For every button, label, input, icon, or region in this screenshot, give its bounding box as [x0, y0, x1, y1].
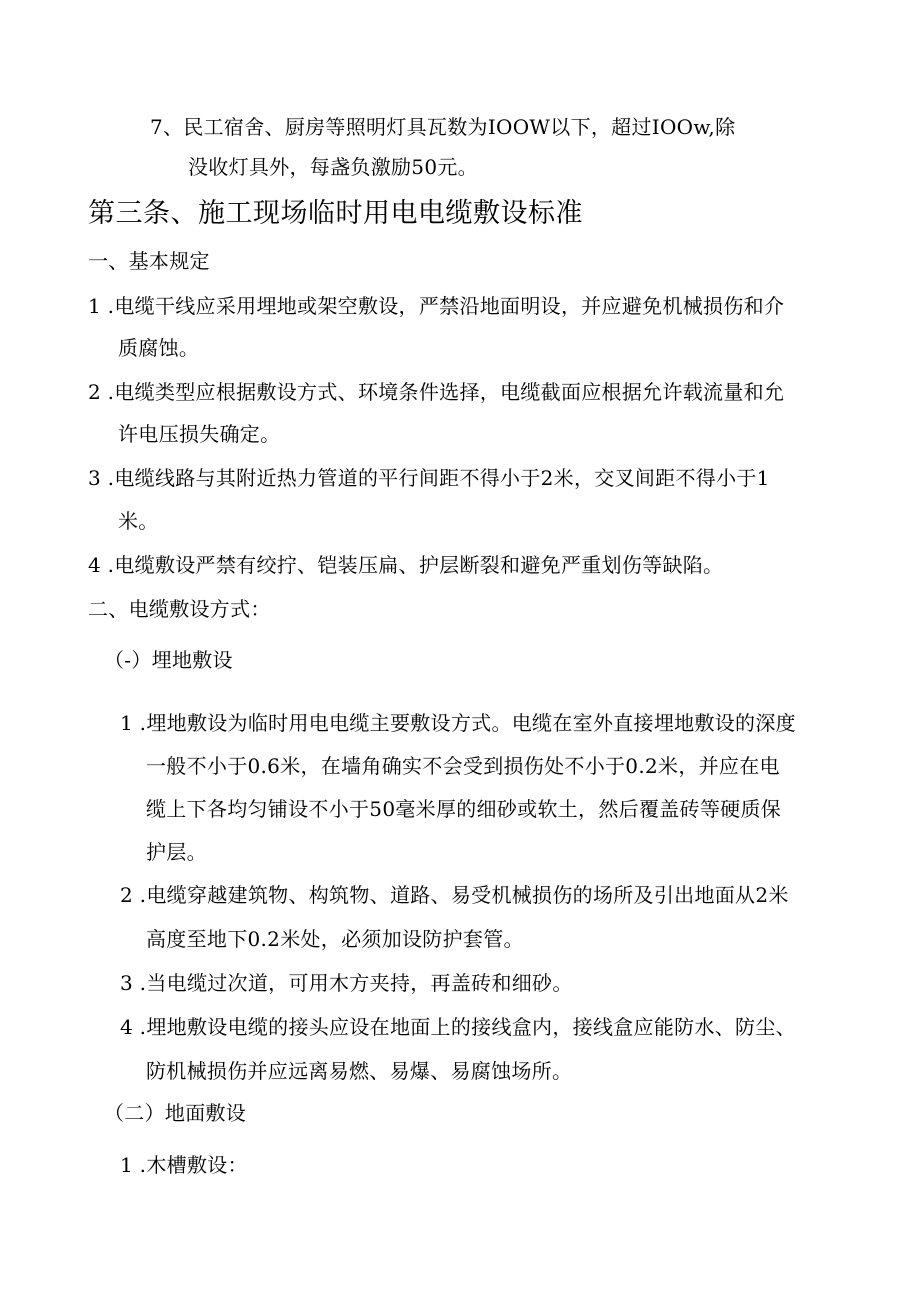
- section-1-title: 一、基本规定: [88, 249, 210, 273]
- subsection-1-item-4-line-1: 4 .埋地敷设电缆的接头应设在地面上的接线盒内，接线盒应能防水、防尘、: [120, 1015, 796, 1039]
- subsection-1-item-1-line-1: 1 .埋地敷设为临时用电电缆主要敷设方式。电缆在室外直接埋地敷设的深度: [120, 711, 796, 735]
- subsection-2-title: （二）地面敷设: [104, 1101, 247, 1125]
- subsection-1-item-1-line-2: 一般不小于0.6米，在墙角确实不会受到损伤处不小于0.2米，并应在电: [146, 754, 780, 778]
- item-7-line-1: 7、民工宿舍、厨房等照明灯具瓦数为IOOW以下，超过IOOw,除: [150, 115, 736, 139]
- section-1-item-2-line-1: 2 .电缆类型应根据敷设方式、环境条件选择，电缆截面应根据允许载流量和允: [88, 380, 785, 404]
- item-7-line-2: 没收灯具外，每盏负激励50元。: [188, 155, 478, 179]
- subsection-1-item-2-line-2: 高度至地下0.2米处，必须加设防护套管。: [146, 927, 524, 951]
- section-2-title: 二、电缆敷设方式：: [88, 597, 271, 621]
- section-1-item-3-line-2: 米。: [118, 509, 159, 533]
- section-1-item-1-line-1: 1 .电缆干线应采用埋地或架空敷设，严禁沿地面明设，并应避免机械损伤和介: [88, 294, 785, 318]
- subsection-2-item-1-line-1: 1 .木槽敷设：: [120, 1153, 248, 1177]
- subsection-1-item-4-line-2: 防机械损伤并应远离易燃、易爆、易腐蚀场所。: [146, 1059, 573, 1083]
- article-title: 第三条、施工现场临时用电电缆敷设标准: [88, 198, 583, 229]
- subsection-1-item-1-line-4: 护层。: [146, 840, 207, 864]
- subsection-1-item-3-line-1: 3 .当电缆过次道，可用木方夹持，再盖砖和细砂。: [120, 971, 573, 995]
- section-1-item-1-line-2: 质腐蚀。: [118, 336, 200, 360]
- section-1-item-4-line-1: 4 .电缆敷设严禁有绞拧、铠装压扁、护层断裂和避免严重划伤等缺陷。: [88, 553, 724, 577]
- subsection-1-item-1-line-3: 缆上下各均匀铺设不小于50毫米厚的细砂或软土，然后覆盖砖等硬质保: [146, 797, 782, 821]
- section-1-item-2-line-2: 许电压损失确定。: [118, 422, 281, 446]
- subsection-1-title: （-）埋地敷设: [104, 648, 233, 672]
- section-1-item-3-line-1: 3 .电缆线路与其附近热力管道的平行间距不得小于2米，交叉间距不得小于1: [88, 466, 770, 490]
- subsection-1-item-2-line-1: 2 .电缆穿越建筑物、构筑物、道路、易受机械损伤的场所及引出地面从2米: [120, 883, 789, 907]
